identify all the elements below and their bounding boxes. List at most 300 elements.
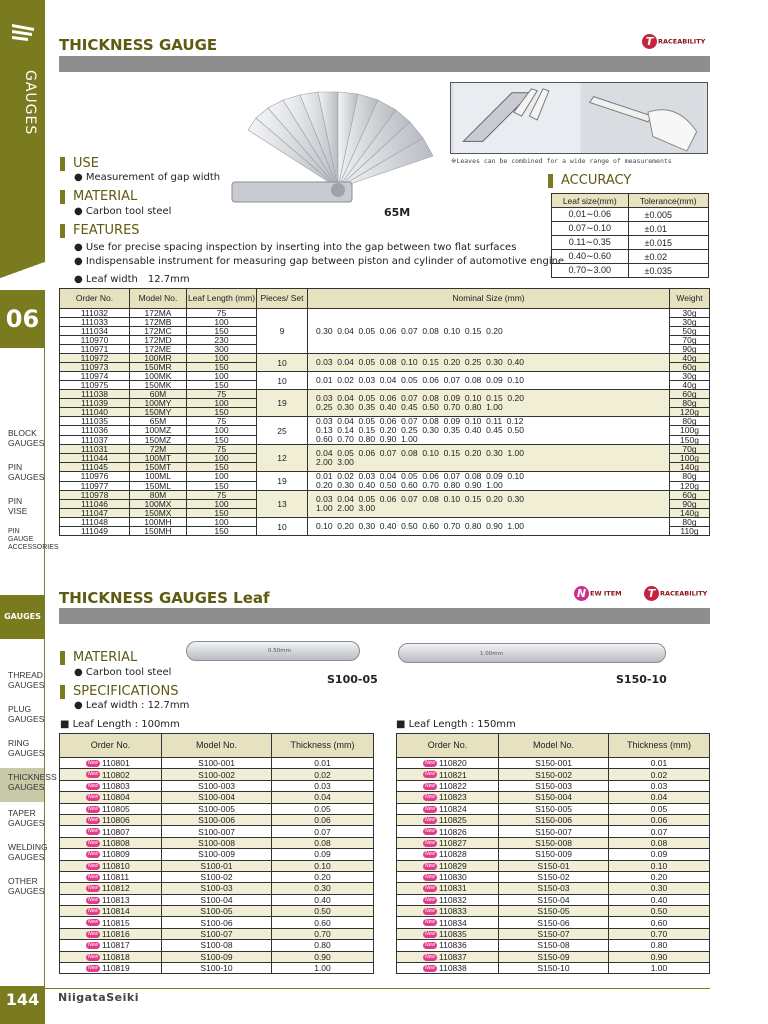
leaf-table-150-caption: ■ Leaf Length : 150mm (396, 719, 516, 730)
thickness-cell: 0.30 (609, 883, 710, 894)
new-icon: New (424, 896, 435, 903)
sidebar-divider (0, 250, 45, 290)
leaf-length-cell: 150 (187, 363, 257, 372)
order-no: 110801 (102, 758, 130, 769)
leaf-table-100-caption: ■ Leaf Length : 100mm (60, 719, 180, 730)
features-heading: FEATURES (60, 224, 140, 238)
order-no-cell (397, 792, 499, 803)
leaf-length-cell: 100 (187, 399, 257, 408)
thickness-cell: 0.09 (272, 849, 374, 860)
table-row (60, 894, 374, 905)
table-row (60, 792, 374, 803)
order-no-cell (397, 860, 499, 871)
order-no-cell (60, 917, 162, 928)
model-no-cell: 100MX (130, 500, 187, 509)
order-no: 110828 (439, 849, 467, 860)
order-no-cell (60, 963, 162, 974)
weight-cell: 110g (670, 527, 710, 536)
order-no: 110802 (102, 769, 130, 780)
table-row (60, 472, 710, 482)
model-no-cell: S150-06 (499, 917, 609, 928)
model-no-cell: S100-06 (162, 917, 272, 928)
model-no-cell: S100-02 (162, 871, 272, 882)
material2-item: ● Carbon tool steel (74, 667, 172, 678)
model-no-cell: S100-03 (162, 883, 272, 894)
pieces-cell: 19 (257, 390, 308, 417)
order-no: 110836 (439, 940, 467, 951)
new-icon: New (424, 805, 435, 812)
weight-cell: 60g (670, 491, 710, 500)
order-no: 110806 (102, 815, 130, 826)
weight-cell: 70g (670, 445, 710, 454)
pieces-cell: 12 (257, 445, 308, 472)
table-row (60, 906, 374, 917)
use-item: ● Measurement of gap width (74, 172, 221, 183)
order-no: 110813 (102, 894, 130, 905)
order-no: 110824 (439, 803, 467, 814)
order-no-cell (60, 860, 162, 871)
order-no-cell: 111031 (60, 445, 130, 454)
leaf-col-thickness: Thickness (mm) (272, 734, 374, 758)
order-no-cell (60, 871, 162, 882)
leaf-strip-150-model: S150-10 (616, 673, 667, 686)
feature-item: ● Use for precise spacing inspection by inserting into the gap between two flat surfaces (74, 242, 517, 253)
order-no-cell: 111046 (60, 500, 130, 509)
order-no-cell (60, 803, 162, 814)
sidebar-item-thread-gauges[interactable]: THREAD GAUGES (8, 670, 45, 690)
order-no-cell: 111037 (60, 435, 130, 444)
pieces-cell: 10 (257, 372, 308, 390)
order-no-cell (397, 928, 499, 939)
order-no-cell: 110974 (60, 372, 130, 381)
order-no-cell (397, 883, 499, 894)
table-row (397, 871, 710, 882)
new-icon: New (87, 771, 98, 778)
model-no-cell: 100MZ (130, 426, 187, 435)
order-no-cell (60, 849, 162, 860)
weight-cell: 30g (670, 309, 710, 318)
model-no-cell: S100-08 (162, 940, 272, 951)
thickness-cell: 0.40 (609, 894, 710, 905)
table-row (60, 826, 374, 837)
sidebar-item-other-gauges[interactable]: OTHER GAUGES (8, 876, 45, 896)
new-icon: New (424, 828, 435, 835)
model-no-cell: S100-09 (162, 951, 272, 962)
leaf-strip-100-model: S100-05 (327, 673, 378, 686)
order-no: 110825 (439, 815, 467, 826)
section2-title: THICKNESS GAUGES Leaf (59, 589, 270, 607)
model-no-cell: S100-05 (162, 906, 272, 917)
order-no-cell (397, 849, 499, 860)
col-leaf-length: Leaf Length (mm) (187, 289, 257, 309)
new-item-badge: N EW ITEM (574, 586, 622, 601)
order-no-cell: 110971 (60, 345, 130, 354)
table-row (397, 883, 710, 894)
leaf-length-cell: 100 (187, 472, 257, 482)
weight-cell: 40g (670, 354, 710, 363)
new-icon: New (87, 885, 98, 892)
new-icon: New (87, 782, 98, 789)
sidebar-item-pin-gauge-accessories[interactable]: PIN GAUGE ACCESSORIES (8, 528, 59, 551)
table-row (397, 917, 710, 928)
model-no-cell: S150-008 (499, 837, 609, 848)
order-no-cell: 111035 (60, 417, 130, 426)
new-icon: New (424, 885, 435, 892)
table-row (60, 917, 374, 928)
table-row (60, 883, 374, 894)
sidebar-item-block-gauges[interactable]: BLOCK GAUGES (8, 428, 45, 448)
model-no-cell: S100-001 (162, 758, 272, 769)
model-no-cell: 100MY (130, 399, 187, 408)
new-icon: New (424, 771, 435, 778)
order-no-cell (60, 906, 162, 917)
order-no: 110826 (439, 826, 467, 837)
weight-cell: 80g (670, 472, 710, 482)
new-icon: New (424, 965, 435, 972)
gauge-image-label: 65M (384, 206, 411, 219)
thickness-cell: 0.50 (609, 906, 710, 917)
model-no-cell: 172MA (130, 309, 187, 318)
traceability-badge: T RACEABILITY (644, 586, 707, 601)
model-no-cell: 100MT (130, 454, 187, 463)
thickness-cell: 0.01 (272, 758, 374, 769)
table-row (60, 871, 374, 882)
thickness-cell: 0.07 (272, 826, 374, 837)
order-no: 110808 (102, 837, 130, 848)
model-no-cell: 150ML (130, 481, 187, 491)
leaf-size-cell: 0.70∼3.00 (552, 264, 629, 278)
nominal-size-cell: 0.10 0.20 0.30 0.40 0.50 0.60 0.70 0.80 0.90 1.00 (308, 518, 670, 536)
model-no-cell: S100-07 (162, 928, 272, 939)
model-no-cell: S150-04 (499, 894, 609, 905)
footer-rule (45, 988, 710, 989)
leaf-length-cell: 75 (187, 390, 257, 399)
sidebar-section2-label: GAUGES (0, 595, 45, 639)
new-icon: New (424, 930, 435, 937)
col-pieces: Pieces/ Set (257, 289, 308, 309)
leaf-length-cell: 150 (187, 435, 257, 444)
order-no-cell (397, 758, 499, 769)
sidebar-item-plug-gauges[interactable]: PLUG GAUGES (8, 704, 45, 724)
model-no-cell: 72M (130, 445, 187, 454)
model-no-cell: 100MH (130, 518, 187, 527)
order-no-cell (60, 792, 162, 803)
nominal-size-cell: 0.04 0.05 0.06 0.07 0.08 0.10 0.15 0.20 0.30 1.00 2.00 3.00 (308, 445, 670, 472)
model-no-cell: 150MK (130, 381, 187, 390)
sidebar-item-thickness-gauges[interactable]: THICKNESS GAUGES (0, 768, 44, 802)
brand-logo: NiigataSeiki (58, 991, 139, 1004)
new-icon: New (87, 760, 98, 766)
model-no-cell: S100-002 (162, 769, 272, 780)
order-no: 110817 (102, 940, 130, 951)
order-no-cell (397, 826, 499, 837)
leaf-length-cell: 100 (187, 500, 257, 509)
leaf-length-cell: 100 (187, 354, 257, 363)
model-no-cell: S100-003 (162, 780, 272, 791)
thickness-cell: 0.02 (609, 769, 710, 780)
weight-cell: 120g (670, 481, 710, 491)
model-no-cell: 65M (130, 417, 187, 426)
model-no-cell: S150-007 (499, 826, 609, 837)
order-no-cell (397, 963, 499, 974)
thickness-cell: 0.70 (609, 928, 710, 939)
order-no: 110809 (102, 849, 130, 860)
order-no-cell: 111033 (60, 318, 130, 327)
order-no-cell: 111039 (60, 399, 130, 408)
table-row (60, 928, 374, 939)
new-icon: New (87, 942, 98, 949)
order-no-cell: 111048 (60, 518, 130, 527)
weight-cell: 120g (670, 408, 710, 417)
new-icon: New (87, 816, 98, 823)
thickness-cell: 0.06 (272, 814, 374, 825)
order-no-cell (60, 814, 162, 825)
table-row (397, 792, 710, 803)
weight-cell: 80g (670, 518, 710, 527)
leaf-length-cell: 100 (187, 454, 257, 463)
order-no: 110832 (439, 894, 467, 905)
traceability-icon: T (642, 34, 657, 49)
thickness-cell: 0.09 (609, 849, 710, 860)
tolerance-cell: ±0.005 (628, 208, 708, 222)
thickness-cell: 0.10 (272, 860, 374, 871)
weight-cell: 150g (670, 435, 710, 444)
thickness-cell: 0.40 (272, 894, 374, 905)
leaf-col-thickness: Thickness (mm) (609, 734, 710, 758)
order-no: 110816 (102, 929, 130, 940)
order-no: 110831 (439, 883, 467, 894)
leaf-col-order: Order No. (397, 734, 499, 758)
leaf-length-cell: 230 (187, 336, 257, 345)
col-model-no: Model No. (130, 289, 187, 309)
thickness-cell: 0.03 (272, 780, 374, 791)
order-no-cell (397, 814, 499, 825)
model-no-cell: S100-008 (162, 837, 272, 848)
order-no-cell (397, 837, 499, 848)
spec-heading: SPECIFICATIONS (60, 685, 178, 699)
model-no-cell: S150-009 (499, 849, 609, 860)
order-no-cell (397, 780, 499, 791)
model-no-cell: 150MR (130, 363, 187, 372)
sidebar-section-label: GAUGES (22, 70, 38, 136)
order-no-cell (60, 837, 162, 848)
thickness-cell: 1.00 (272, 963, 374, 974)
table-row (60, 837, 374, 848)
order-no-cell (60, 758, 162, 769)
leaf-length-cell: 75 (187, 309, 257, 318)
leaf-length-cell: 150 (187, 381, 257, 390)
pieces-cell: 9 (257, 309, 308, 354)
section2-bar (59, 608, 710, 624)
thickness-cell: 0.03 (609, 780, 710, 791)
table-row (397, 780, 710, 791)
new-icon: New (424, 908, 435, 915)
model-no-cell: 100ML (130, 472, 187, 482)
model-no-cell: 100MK (130, 372, 187, 381)
order-no-cell: 111032 (60, 309, 130, 318)
order-no-cell (60, 894, 162, 905)
tolerance-cell: ±0.035 (628, 264, 708, 278)
order-no-cell (60, 780, 162, 791)
weight-cell: 140g (670, 463, 710, 472)
spec-item: ● Leaf width : 12.7mm (74, 700, 190, 711)
model-no-cell: S150-02 (499, 871, 609, 882)
pieces-cell: 25 (257, 417, 308, 445)
model-no-cell: S150-10 (499, 963, 609, 974)
new-icon: New (87, 862, 98, 869)
new-icon: New (87, 965, 98, 972)
model-no-cell: 150MH (130, 527, 187, 536)
leaf-size-cell: 0.11∼0.35 (552, 236, 629, 250)
sidebar (0, 0, 59, 1024)
order-no: 110807 (102, 826, 130, 837)
order-no-cell (397, 906, 499, 917)
new-icon: New (424, 873, 435, 880)
table-row (397, 758, 710, 769)
order-no: 110805 (102, 803, 130, 814)
order-no-cell: 110977 (60, 481, 130, 491)
order-no: 110814 (102, 906, 130, 917)
new-icon: New (87, 896, 98, 903)
leaf-length-cell: 150 (187, 463, 257, 472)
thickness-cell: 0.30 (272, 883, 374, 894)
new-icon: New (87, 953, 98, 960)
material2-heading: MATERIAL (60, 651, 137, 665)
model-no-cell: S150-01 (499, 860, 609, 871)
model-no-cell: S150-005 (499, 803, 609, 814)
model-no-cell: 80M (130, 491, 187, 500)
order-no-cell: 111044 (60, 454, 130, 463)
thickness-gauge-table (59, 288, 710, 536)
model-no-cell: S100-005 (162, 803, 272, 814)
sidebar-item-taper-gauges[interactable]: TAPER GAUGES (8, 808, 45, 828)
thickness-cell: 0.04 (272, 792, 374, 803)
table-row (397, 894, 710, 905)
nominal-size-cell: 0.03 0.04 0.05 0.06 0.07 0.08 0.09 0.10 0.11 0.12 0.13 0.14 0.15 0.20 0.25 0.30 0.35 0.40 0.45 0.50 0.60 0.70 0.80 0.90 1.00 (308, 417, 670, 445)
model-no-cell: 100MR (130, 354, 187, 363)
model-no-cell: S100-006 (162, 814, 272, 825)
order-no-cell (60, 928, 162, 939)
order-no: 110834 (439, 917, 467, 928)
new-icon: New (87, 839, 98, 846)
material-item: ● Carbon tool steel (74, 206, 172, 217)
model-no-cell: S100-009 (162, 849, 272, 860)
pieces-cell: 13 (257, 491, 308, 518)
thickness-cell: 0.01 (609, 758, 710, 769)
new-icon: New (424, 862, 435, 869)
traceability-icon: T (644, 586, 659, 601)
order-no: 110815 (102, 917, 130, 928)
model-no-cell: 172ME (130, 345, 187, 354)
order-no-cell: 111049 (60, 527, 130, 536)
pieces-cell: 19 (257, 472, 308, 491)
leaf-strip-100-label: 0.50mm (268, 648, 291, 654)
accuracy-row (552, 236, 709, 250)
order-no-cell (60, 951, 162, 962)
accuracy-heading: ACCURACY (548, 174, 631, 188)
leaf-length-cell: 75 (187, 417, 257, 426)
sidebar-item-pin-vise[interactable]: PIN VISE (8, 496, 28, 516)
order-no-cell: 111047 (60, 509, 130, 518)
order-no-cell (397, 803, 499, 814)
table-row (60, 963, 374, 974)
nominal-size-cell: 0.01 0.02 0.03 0.04 0.05 0.06 0.07 0.08 0.09 0.10 0.20 0.30 0.40 0.50 0.60 0.70 0.80 0.90 1.00 (308, 472, 670, 491)
order-no-cell: 110970 (60, 336, 130, 345)
model-no-cell: S100-004 (162, 792, 272, 803)
nominal-size-cell: 0.01 0.02 0.03 0.04 0.05 0.06 0.07 0.08 0.09 0.10 (308, 372, 670, 390)
weight-cell: 60g (670, 390, 710, 399)
order-no-cell (60, 940, 162, 951)
leaf-table-150 (396, 733, 710, 974)
new-icon: New (87, 919, 98, 926)
table-row (60, 769, 374, 780)
new-icon: New (424, 851, 435, 858)
order-no: 110821 (439, 769, 467, 780)
new-icon: New (424, 816, 435, 823)
order-no: 110810 (102, 860, 130, 871)
weight-cell: 80g (670, 417, 710, 426)
table-row (60, 417, 710, 426)
model-no-cell: 172MD (130, 336, 187, 345)
order-no: 110835 (439, 929, 467, 940)
weight-cell: 90g (670, 345, 710, 354)
leaf-length-cell: 100 (187, 372, 257, 381)
leaf-length-cell: 300 (187, 345, 257, 354)
leaf-size-cell: 0.01∼0.06 (552, 208, 629, 222)
model-no-cell: S150-006 (499, 814, 609, 825)
order-no: 110811 (102, 872, 130, 883)
new-item-icon: N (574, 586, 589, 601)
order-no-cell: 111038 (60, 390, 130, 399)
leaf-col-order: Order No. (60, 734, 162, 758)
thickness-cell: 0.60 (272, 917, 374, 928)
nominal-size-cell: 0.03 0.04 0.05 0.08 0.10 0.15 0.20 0.25 0.30 0.40 (308, 354, 670, 372)
feature-item: ● Indispensable instrument for measuring gap between piston and cylinder of automotive engine (74, 256, 565, 267)
leaf-strip-150-label: 1.00mm (480, 651, 503, 657)
order-no-cell (397, 951, 499, 962)
new-icon: New (424, 794, 435, 801)
order-no-cell (397, 940, 499, 951)
order-no-cell: 110976 (60, 472, 130, 482)
order-no: 110838 (439, 963, 467, 974)
order-no: 110804 (102, 792, 130, 803)
sidebar-item-pin-gauges[interactable]: PIN GAUGES (8, 462, 45, 482)
thickness-cell: 0.08 (272, 837, 374, 848)
table-row (397, 963, 710, 974)
sidebar-item-ring-gauges[interactable]: RING GAUGES (8, 738, 45, 758)
accuracy-table (551, 193, 709, 278)
table-row (397, 928, 710, 939)
order-no-cell (60, 769, 162, 780)
thickness-cell: 0.60 (609, 917, 710, 928)
weight-cell: 30g (670, 372, 710, 381)
order-no-cell: 110975 (60, 381, 130, 390)
sidebar-item-welding-gauges[interactable]: WELDING GAUGES (8, 842, 48, 862)
thickness-cell: 0.80 (609, 940, 710, 951)
table-row (397, 826, 710, 837)
thickness-cell: 0.02 (272, 769, 374, 780)
col-order-no: Order No. (60, 289, 130, 309)
weight-cell: 50g (670, 327, 710, 336)
thickness-cell: 0.05 (272, 803, 374, 814)
use-heading: USE (60, 157, 99, 171)
weight-cell: 70g (670, 336, 710, 345)
new-icon: New (424, 782, 435, 789)
leaf-length-cell: 100 (187, 518, 257, 527)
leaf-size-cell: 0.07∼0.10 (552, 222, 629, 236)
order-no: 110822 (439, 780, 467, 791)
gauge-logo-icon (10, 22, 36, 44)
